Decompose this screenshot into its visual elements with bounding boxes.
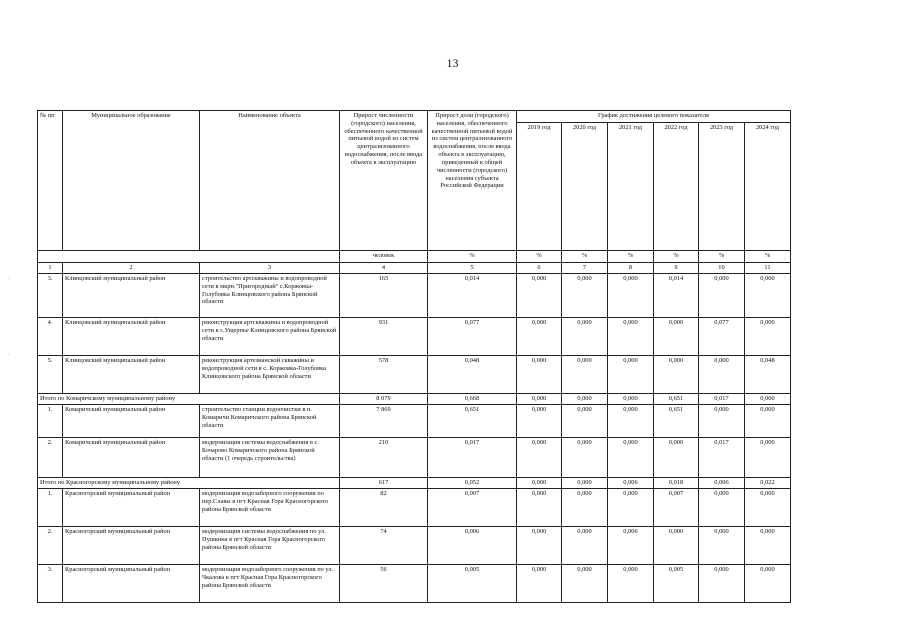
- column-number: 5: [428, 263, 517, 274]
- row-year-value: 0,000: [562, 274, 608, 318]
- row-year-value: 0,000: [699, 405, 745, 438]
- row-population-growth: 931: [340, 318, 428, 356]
- unit-blank: [38, 251, 340, 263]
- row-year-value: 0,000: [562, 318, 608, 356]
- row-number: 3.: [38, 274, 63, 318]
- row-share-growth: 0,017: [428, 438, 517, 478]
- column-number: 9: [654, 263, 699, 274]
- row-year-value: 0,000: [562, 394, 608, 405]
- row-year-value: 0,000: [608, 405, 654, 438]
- row-year-value: 0,006: [699, 478, 745, 489]
- row-year-value: 0,077: [699, 318, 745, 356]
- row-year-value: 0,000: [517, 565, 562, 603]
- header-year: 2020 год: [562, 123, 608, 251]
- row-year-value: 0,000: [517, 489, 562, 527]
- row-number: 1.: [38, 489, 63, 527]
- row-year-value: 0,000: [562, 356, 608, 394]
- row-year-value: 0,000: [562, 489, 608, 527]
- row-municipality: Комаричский муниципальный район: [63, 438, 200, 478]
- table-row: [38, 438, 791, 478]
- row-object: строительство станции водоочистки в п. Комаричи Комаричского района Брянской области: [200, 405, 340, 438]
- unit-label: %: [517, 251, 562, 263]
- unit-label: %: [562, 251, 608, 263]
- row-year-value: 0,651: [654, 405, 699, 438]
- row-year-value: 0,000: [608, 356, 654, 394]
- header-municipality: Муниципальное образование: [63, 111, 200, 251]
- row-population-growth: 7 869: [340, 405, 428, 438]
- unit-label: %: [428, 251, 517, 263]
- row-population-growth: 74: [340, 527, 428, 565]
- row-year-value: 0,000: [517, 318, 562, 356]
- column-number: 4: [340, 263, 428, 274]
- column-number: 6: [517, 263, 562, 274]
- row-year-value: 0,000: [745, 438, 791, 478]
- row-year-value: 0,000: [745, 394, 791, 405]
- row-municipality: Красногорский муниципальный район: [63, 565, 200, 603]
- row-share-growth: 0,048: [428, 356, 517, 394]
- row-municipality: Клинцовский муниципальный район: [63, 356, 200, 394]
- header-year: 2023 год: [699, 123, 745, 251]
- row-year-value: 0,651: [654, 394, 699, 405]
- row-year-value: 0,006: [608, 478, 654, 489]
- row-year-value: 0,000: [562, 565, 608, 603]
- unit-label: %: [654, 251, 699, 263]
- row-object: модернизация водозаборного сооружения по пер.Славы в пгт Красная Гора Красногорского района Брянской области: [200, 489, 340, 527]
- table-total-row: [38, 394, 791, 405]
- row-year-value: 0,000: [699, 274, 745, 318]
- row-year-value: 0,014: [654, 274, 699, 318]
- row-year-value: 0,000: [699, 565, 745, 603]
- row-year-value: 0,000: [654, 438, 699, 478]
- row-year-value: 0,000: [654, 527, 699, 565]
- row-year-value: 0,000: [745, 489, 791, 527]
- page-number: 13: [446, 56, 459, 70]
- unit-label: человек: [340, 251, 428, 263]
- row-year-value: 0,000: [654, 356, 699, 394]
- table-row: [38, 489, 791, 527]
- row-year-value: 0,000: [745, 318, 791, 356]
- row-year-value: 0,017: [699, 438, 745, 478]
- row-municipality: Клинцовский муниципальный район: [63, 318, 200, 356]
- row-object: модернизация системы водоснабжения в с. Бочарово Комаричского района Брянской области (1 очередь строительства): [200, 438, 340, 478]
- header-share-growth: Прирост доли (городского) населения, обеспеченного качественной питьевой водой из систем централизованного водоснабжения, после ввода объекта в эксплуатацию, приведенный к общей численности (городского) населения субъекта Российской Федерации: [428, 111, 517, 251]
- row-share-growth: 0,005: [428, 565, 517, 603]
- target-indicator-table: [37, 110, 791, 603]
- row-population-growth: 8 079: [340, 394, 428, 405]
- row-year-value: 0,000: [608, 438, 654, 478]
- row-year-value: 0,000: [517, 438, 562, 478]
- row-year-value: 0,000: [608, 489, 654, 527]
- column-number: 10: [699, 263, 745, 274]
- row-year-value: 0,018: [654, 478, 699, 489]
- column-number: 8: [608, 263, 654, 274]
- header-year: 2024 год: [745, 123, 791, 251]
- row-year-value: 0,005: [654, 565, 699, 603]
- row-share-growth: 0,052: [428, 478, 517, 489]
- table-total-row: [38, 478, 791, 489]
- row-year-value: 0,000: [517, 527, 562, 565]
- row-municipality: Красногорский муниципальный район: [63, 489, 200, 527]
- row-year-value: 0,000: [517, 394, 562, 405]
- table-row: [38, 527, 791, 565]
- row-number: 3.: [38, 565, 63, 603]
- row-year-value: 0,000: [562, 527, 608, 565]
- header-year: 2021 год: [608, 123, 654, 251]
- row-year-value: 0,000: [517, 274, 562, 318]
- table-row: [38, 356, 791, 394]
- total-label: Итого по Красногорскому муниципальному району: [38, 478, 340, 489]
- row-number: 2.: [38, 527, 63, 565]
- row-year-value: 0,000: [517, 478, 562, 489]
- row-object: модернизация системы водоснабжения по ул. Пушкина в пгт Красная Гора Красногорского района Брянской области: [200, 527, 340, 565]
- row-year-value: 0,022: [745, 478, 791, 489]
- row-object: модернизация водозаборного сооружения по ул. Чкалова в пгт Красная Гора Красногорского района Брянской области: [200, 565, 340, 603]
- header-object: Наименование объекта: [200, 111, 340, 251]
- row-year-value: 0,000: [562, 438, 608, 478]
- header-year: 2019 год: [517, 123, 562, 251]
- row-year-value: 0,000: [745, 527, 791, 565]
- column-number: 7: [562, 263, 608, 274]
- row-population-growth: 165: [340, 274, 428, 318]
- row-year-value: 0,000: [699, 356, 745, 394]
- table-row: [38, 274, 791, 318]
- table-row: [38, 318, 791, 356]
- row-population-growth: 210: [340, 438, 428, 478]
- row-share-growth: 0,668: [428, 394, 517, 405]
- header-population-growth: Прирост численности (городского) населения, обеспеченного качественной питьевой водой из систем централизованного водоснабжения, после ввода объекта в эксплуатацию: [340, 111, 428, 251]
- row-year-value: 0,000: [517, 356, 562, 394]
- row-year-value: 0,000: [745, 565, 791, 603]
- unit-label: %: [699, 251, 745, 263]
- column-number: 3: [200, 263, 340, 274]
- row-year-value: 0,000: [562, 478, 608, 489]
- row-share-growth: 0,077: [428, 318, 517, 356]
- unit-label: %: [745, 251, 791, 263]
- row-population-growth: 617: [340, 478, 428, 489]
- row-population-growth: 578: [340, 356, 428, 394]
- row-object: реконструкция артскважины и водопроводной сети в с.Ущерпье Клинцовского района Брянской области: [200, 318, 340, 356]
- row-year-value: 0,000: [745, 405, 791, 438]
- row-year-value: 0,000: [608, 394, 654, 405]
- row-share-growth: 0,651: [428, 405, 517, 438]
- row-year-value: 0,000: [699, 489, 745, 527]
- row-year-value: 0,007: [654, 489, 699, 527]
- row-year-value: 0,006: [608, 527, 654, 565]
- header-year: 2022 год: [654, 123, 699, 251]
- table-row: [38, 565, 791, 603]
- header-schedule: График достижения целевого показателя: [517, 111, 791, 123]
- row-year-value: 0,000: [608, 318, 654, 356]
- table-row: [38, 405, 791, 438]
- column-number: 1: [38, 263, 63, 274]
- row-year-value: 0,000: [562, 405, 608, 438]
- row-population-growth: 56: [340, 565, 428, 603]
- column-number: 2: [63, 263, 200, 274]
- column-number: 11: [745, 263, 791, 274]
- row-number: 1.: [38, 405, 63, 438]
- margin-mark: ·: [8, 276, 10, 282]
- row-share-growth: 0,014: [428, 274, 517, 318]
- row-municipality: Красногорский муниципальный район: [63, 527, 200, 565]
- row-object: строительство артскважины и водопроводной сети в мкрн."Пригородный" с.Коржовка-Голубовка Клинцовского района Брянской области: [200, 274, 340, 318]
- row-number: 2.: [38, 438, 63, 478]
- margin-mark: ·: [8, 352, 10, 358]
- unit-label: %: [608, 251, 654, 263]
- row-year-value: 0,000: [745, 274, 791, 318]
- row-year-value: 0,000: [654, 318, 699, 356]
- total-label: Итого по Комаричскому муниципальному району: [38, 394, 340, 405]
- row-year-value: 0,000: [517, 405, 562, 438]
- row-year-value: 0,048: [745, 356, 791, 394]
- row-year-value: 0,017: [699, 394, 745, 405]
- row-share-growth: 0,007: [428, 489, 517, 527]
- row-number: 4.: [38, 318, 63, 356]
- header-no: № пп: [38, 111, 63, 251]
- row-number: 5.: [38, 356, 63, 394]
- row-municipality: Комаричский муниципальный район: [63, 405, 200, 438]
- row-population-growth: 82: [340, 489, 428, 527]
- row-share-growth: 0,006: [428, 527, 517, 565]
- row-year-value: 0,000: [699, 527, 745, 565]
- row-year-value: 0,000: [608, 274, 654, 318]
- row-municipality: Клинцовский муниципальный район: [63, 274, 200, 318]
- row-object: реконструкция артезианской скважины и водопроводной сети в с. Коржовка-Голубовка Клинцовского района Брянской области: [200, 356, 340, 394]
- row-year-value: 0,000: [608, 565, 654, 603]
